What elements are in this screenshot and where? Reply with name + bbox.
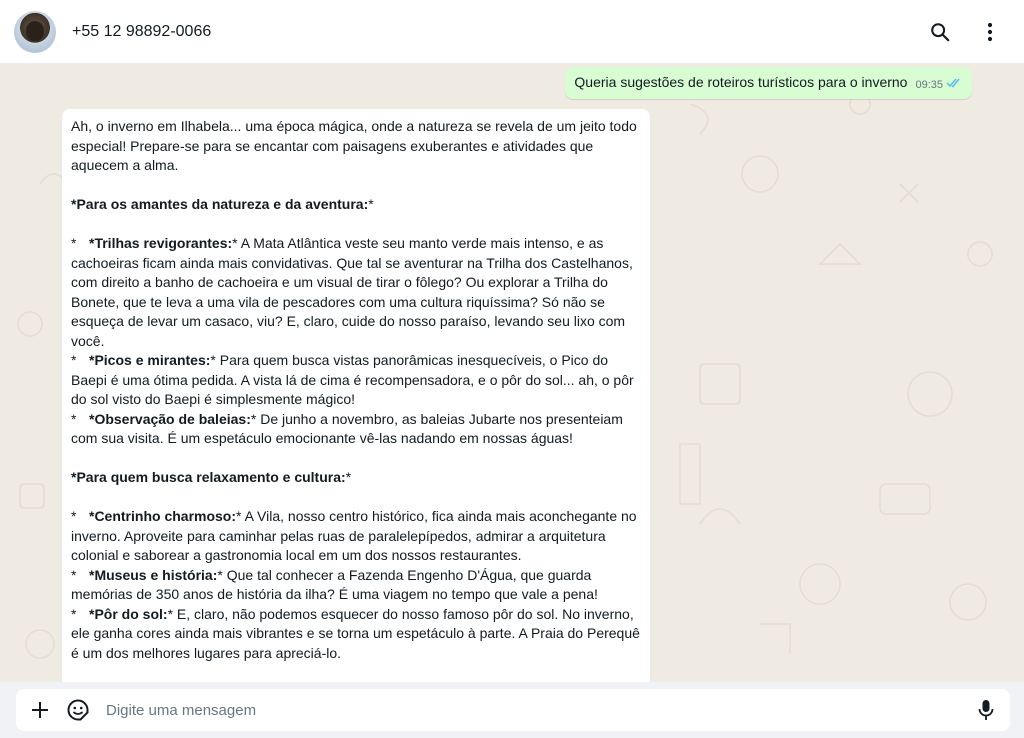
more-vertical-icon[interactable]: [976, 18, 1004, 46]
message-composer: [0, 682, 1024, 738]
header-actions: [926, 18, 1010, 46]
microphone-icon[interactable]: [972, 696, 1000, 724]
chat-header: [0, 0, 1024, 64]
sticker-icon[interactable]: [64, 696, 92, 724]
list-item: * *Museus e história:* Que tal conhecer a Fazenda Engenho D'Água, que guarda memórias de 350 anos de história da ilha? É uma viagem no tempo que vale a pena!: [71, 566, 598, 602]
message-meta: [915, 76, 962, 95]
section-heading: *Para quem busca relaxamento e cultura:*: [71, 469, 352, 485]
chat-area[interactable]: [0, 64, 1024, 682]
plus-icon[interactable]: [26, 696, 54, 724]
contact-name[interactable]: +55 12 98892-0066: [72, 22, 212, 40]
list-item: * *Pôr do sol:* E, claro, não podemos esquecer do nosso famoso pôr do sol. No inverno, ele ganha cores ainda mais vibrantes e se torna um espetáculo à parte. A Praia do Perequê é um dos melhores lugares para apreciá-lo.: [71, 605, 644, 661]
message-input[interactable]: Digite uma mensagem: [106, 701, 257, 719]
incoming-message[interactable]: [62, 109, 650, 682]
list-item: * *Observação de baleias:* De junho a novembro, as baleias Jubarte nos presenteiam com sua visita. É um espetáculo emocionante vê-las nadando em nossas águas!: [71, 410, 627, 446]
outgoing-message[interactable]: [565, 67, 972, 99]
intro-paragraph: Ah, o inverno em Ilhabela... uma época mágica, onde a natureza se revela de um jeito todo especial! Prepare-se para se encantar com paisagens exuberantes e atividades que aquecem a alma.: [71, 118, 641, 173]
message-time: 09:35: [915, 79, 943, 91]
composer-box: [16, 689, 1010, 731]
search-icon[interactable]: [926, 18, 954, 46]
double-check-read-icon: [946, 76, 962, 95]
list-item: * *Picos e mirantes:* Para quem busca vistas panorâmicas inesquecíveis, o Pico do Baepi é uma ótima pedida. A vista lá de cima é recompensadora, e o pôr do sol... ah, o pôr do sol visto do Baepi é simplesmente mágico!: [71, 352, 638, 407]
section-heading: *Para os amantes da natureza e da aventura:*: [71, 196, 374, 212]
contact-avatar[interactable]: [14, 11, 56, 53]
list-item: * *Centrinho charmoso:* A Vila, nosso centro histórico, fica ainda mais aconchegante no inverno. Aproveite para caminhar pelas ruas de paralelepípedos, admirar a arquitetura colonial e saborear a gastronomia local em um dos nossos restaurantes.: [71, 508, 641, 563]
list-item: * *Trilhas revigorantes:* A Mata Atlântica veste seu manto verde mais intenso, e as cachoeiras ficam ainda mais convidativas. Que tal se aventurar na Trilha dos Castelhanos, com direito a banho de cachoeira e um visual de tirar o fôlego? Ou explorar a Trilha do Bonete, que te leva a uma vila de pescadores com uma cultura riquíssima? Só não se esqueça de levar um casaco, viu? E, claro, cuide do nosso paraíso, levando seu lixo com você.: [71, 235, 637, 349]
outgoing-message-text: Queria sugestões de roteiros turísticos para o inverno: [574, 74, 908, 90]
